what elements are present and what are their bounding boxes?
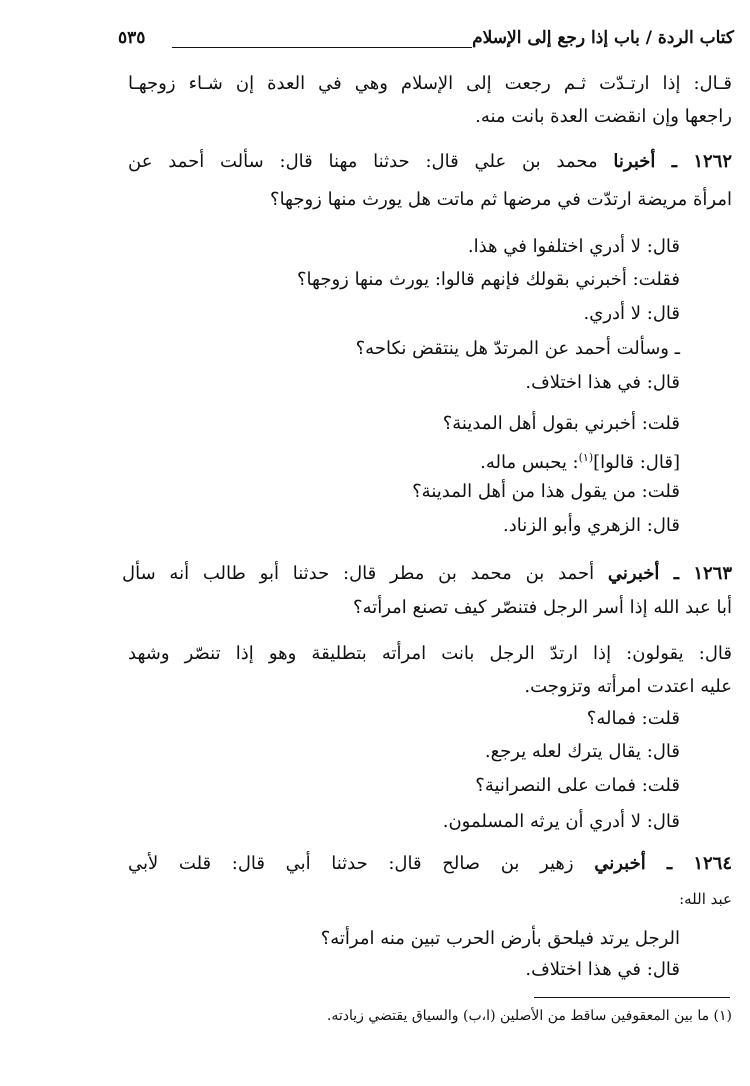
narration-1262-line [128,148,732,176]
narration-text: محمد بن علي قال: حدثنا مهنا قال: سألت أحمد عن [128,151,598,172]
narration-text: زهير بن صالح قال: حدثنا أبي قال: قلت لأبي [128,853,574,874]
text-line: قال: يقال يترك لعله يرجع. [484,741,680,762]
footnote-ref: (١) [578,451,594,464]
narration-number: ١٢٦٤ ـ أخبرني [594,853,732,874]
text-line: قال: لا أدري. [583,303,680,324]
header-title: كتاب الردة / باب إذا رجع إلى الإسلام [472,28,734,48]
text-line: فقلت: أخبرني بقولك فإنهم قالوا: يورث منها زوجها؟ [297,269,680,290]
text-line: قلت: من يقول هذا من أهل المدينة؟ [412,481,680,502]
text-line: قـال: إذا ارتـدّت ثـم رجعت إلى الإسلام وهي في العدة إن شـاء زوجهـا [128,73,732,94]
text-line: امرأة مريضة ارتدّت في مرضها ثم ماتت هل يورث منها زوجها؟ [270,189,732,210]
header-rule [172,47,472,48]
text-line-with-footnote-ref [480,444,680,477]
text-line: قال: لا أدري أن يرثه المسلمون. [442,811,680,832]
text-line: قال: في هذا اختلاف. [525,959,680,980]
text-line: قال: في هذا اختلاف. [525,372,680,393]
text-line: راجعها وإن انقضت العدة بانت منه. [475,106,732,127]
text-line: قلت: أخبرني بقول أهل المدينة؟ [442,413,680,434]
footnote-rule [534,997,730,998]
text-line: قلت: فمات على النصرانية؟ [475,775,680,796]
text-line: قلت: فماله؟ [586,708,680,729]
narration-number: ١٢٦٢ ـ أخبرنا [613,151,732,172]
text-line: أبا عبد الله إذا أسر الرجل فتنصّر كيف تصنع امرأته؟ [353,597,732,618]
text-line: عليه اعتدت امرأته وتزوجت. [524,676,732,697]
narration-number: ١٢٦٣ ـ أخبرني [607,563,732,584]
text-line: قال: يقولون: إذا ارتدّ الرجل بانت امرأته بتطليقة وهو إذا تنصّر وشهد [128,643,733,664]
page-number: ٥٣٥ [118,28,146,48]
text-line: عبد الله: [679,890,732,908]
narration-text: أحمد بن محمد بن مطر قال: حدثنا أبو طالب أنه سأل [122,563,595,584]
narration-1264-line [128,850,732,878]
text-line: قال: الزهري وأبو الزناد. [503,515,680,536]
text-line: الرجل يرتد فيلحق بأرض الحرب تبين منه امرأته؟ [320,928,680,949]
narration-1263-line [122,560,732,588]
text-line: ـ وسألت أحمد عن المرتدّ هل ينتقض نكاحه؟ [355,338,680,359]
text-line: قال: لا أدري اختلفوا في هذا. [467,236,680,257]
bracketed-text: [قال: قالوا] [593,452,680,473]
footnote: (١) ما بين المعقوفين ساقط من الأصلين (ا،ب) والسياق يقتضي زيادته. [326,1008,732,1024]
text-segment: : يحبس ماله. [480,452,579,473]
running-header [118,28,734,58]
